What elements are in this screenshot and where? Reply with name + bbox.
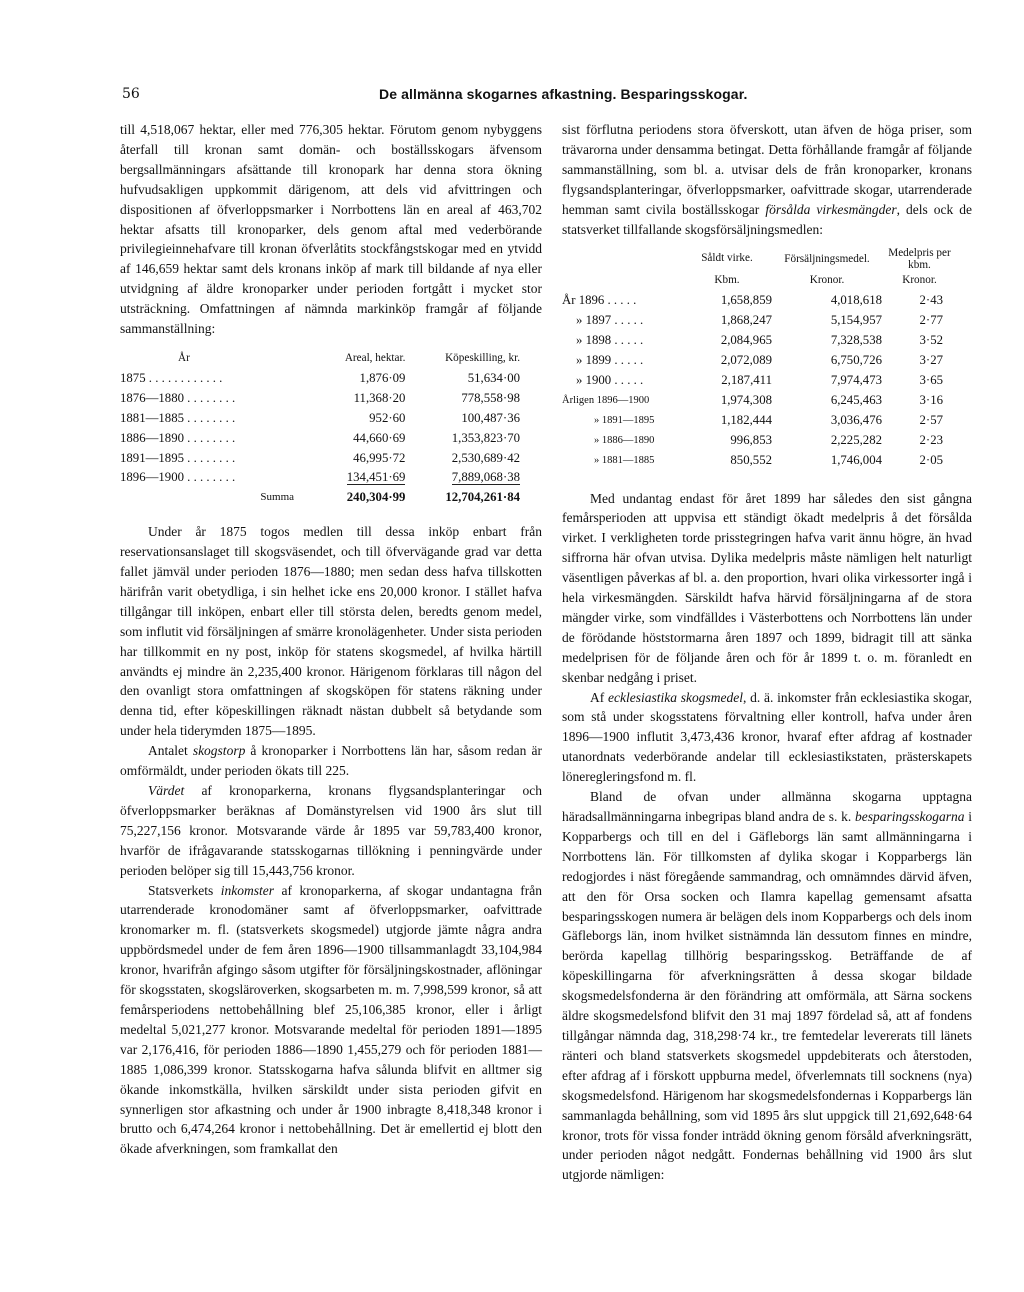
table-row — [120, 449, 520, 469]
table-row — [562, 351, 957, 371]
price-cell: 51,634·00 — [467, 370, 520, 385]
price-cell: 3·27 — [919, 353, 943, 368]
volume-cell: 850,552 — [730, 452, 772, 467]
money-cell: 3,036,476 — [830, 412, 882, 427]
table-sum-row — [120, 488, 520, 508]
row-label: » 1899 . . . . . — [576, 353, 644, 368]
area-cell: 11,368·20 — [353, 390, 406, 405]
area-cell: 46,995·72 — [353, 450, 406, 465]
left-paragraph-3: Antalet skogstorp å kronoparker i Norrbottens län har, såsom redan är omförmäldt, under perioden ökats till 225. — [120, 743, 542, 779]
row-label: » 1891—1895 — [594, 414, 655, 426]
left-paragraph-2: Under år 1875 togos medlen till dessa inköp enbart från reservationsanslaget till skogsväsendet, och till öfvervägande grad var detta fallet jämväl under perioden 1876—1880; men sedan dess hafva tillskotten härifrån varit obetydliga, i sin helhet icke ens 20,000 kronor. I stället hafva tillgångar till inköpen, enbart eller till största delen, beredts genom medel, som influtit vid försäljningen af smärre kronolägenheter. Under sista perioden har tillkommit en ny post, inköp för statens skogsmedel, af hvilka härtill användts ej mindre än 2,235,400 kronor. Härigenom förklaras till någon del den ovanligt stora omfattningen af skogsköpen för statens räkning under denna tid, efter köpeskillingen räknadt nästan dubbelt så betydande som under hela tiderymden 1875—1895. — [120, 524, 542, 739]
table-row — [562, 451, 957, 471]
price-cell: 2·23 — [919, 432, 943, 447]
year-cell: 1875 . . . . . . . . . . . . — [120, 370, 223, 385]
money-cell: 4,018,618 — [830, 293, 882, 308]
volume-cell: 996,853 — [730, 432, 772, 447]
price-cell: 3·65 — [919, 372, 943, 387]
price-cell: 2·57 — [919, 412, 943, 427]
year-cell: 1891—1895 . . . . . . . . — [120, 450, 236, 465]
area-cell: 952·60 — [369, 410, 406, 425]
table-row — [562, 311, 957, 331]
price-cell: 2,530,689·42 — [451, 450, 520, 465]
table-row — [120, 409, 520, 429]
col-header-price: Köpeskilling, kr. — [445, 351, 520, 364]
volume-cell: 1,658,859 — [720, 293, 772, 308]
sum-price: 12,704,261·84 — [445, 490, 520, 505]
table-row — [120, 429, 520, 449]
area-cell: 44,660·69 — [353, 430, 406, 445]
left-column — [120, 120, 542, 1159]
price-cell: 2·43 — [919, 293, 943, 308]
money-cell: 5,154,957 — [830, 313, 882, 328]
col-header-volume: Såldt virke. — [701, 252, 753, 265]
volume-cell: 2,084,965 — [720, 333, 772, 348]
row-label: » 1898 . . . . . — [576, 333, 644, 348]
table-header-row — [562, 247, 957, 271]
area-cell: 134,451·69 — [346, 470, 406, 485]
area-cell: 1,876·09 — [359, 370, 406, 385]
row-label: » 1881—1885 — [594, 454, 655, 466]
unit-money: Kronor. — [809, 274, 845, 287]
money-cell: 2,225,282 — [830, 432, 882, 447]
money-cell: 6,750,726 — [830, 353, 882, 368]
col-header-money: Försäljningsmedel. — [784, 253, 870, 266]
col-header-price: Medelpris per kbm. — [888, 247, 951, 272]
price-cell: 1,353,823·70 — [451, 430, 520, 445]
row-label: » 1900 . . . . . — [576, 372, 644, 387]
unit-price: Kronor. — [902, 274, 937, 287]
col-header-area: Areal, hektar. — [344, 351, 406, 364]
left-paragraph-1: till 4,518,067 hektar, eller med 776,305 hektar. Förutom genom nybyggens återfall till kronan samt domän- och boställsskogars äfvensom bergsallmänningars afsättande till kronopark har denna stora ökning hufvudsakligen uppkommit därigenom, att dels vid afvittringen och dispositionen af öfverloppsmarker i Norrbottens län en areal af 463,702 hektar afsatts till kronoparker, dels genom aftal med vederbörande privilegieinnehafvare till kronan öfverlåtits stockfångstskogar med en ytvidd af 146,659 hektar samt dels kronans inköp af mark till bildande af nya eller utvidgning af äldre kronoparker under perioden fortgått i mycket stor utsträckning. Omfattningen af nämnda markinköp framgår af följande sammanställning: — [120, 122, 542, 337]
price-cell: 100,487·36 — [461, 410, 520, 425]
volume-cell: 1,868,247 — [720, 313, 772, 328]
year-cell: 1876—1880 . . . . . . . . — [120, 390, 236, 405]
table-row — [562, 411, 957, 431]
row-label: » 1886—1890 — [594, 434, 655, 446]
money-cell: 7,328,538 — [830, 333, 882, 348]
year-cell: 1881—1885 . . . . . . . . — [120, 410, 236, 425]
volume-cell: 1,182,444 — [720, 412, 772, 427]
col-header-year: År — [178, 351, 190, 364]
row-label: Årligen 1896—1900 — [562, 394, 650, 406]
table-units-row — [562, 271, 957, 291]
money-cell: 7,974,473 — [830, 372, 882, 387]
price-cell: 778,558·98 — [461, 390, 520, 405]
unit-volume: Kbm. — [714, 274, 740, 287]
left-paragraph-4: Värdet af kronoparkerna, kronans flygsandsplanteringar och öfverloppsmarker beräknas af Domänstyrelsen vid 1900 års slut till 75,227,156 kronor. Motsvarande värde år 1895 var 59,783,400 kronor, hvarför de ifrågavarande statsskogarnas tillökning i penningvärde under perioden belöper sig till 15,443,756 kronor. — [120, 783, 542, 878]
table-header-row — [120, 349, 520, 369]
page-header — [119, 86, 914, 108]
table-row — [120, 369, 520, 389]
timber-sales-table — [562, 247, 957, 470]
sum-label: Summa — [260, 491, 295, 504]
price-cell: 3·16 — [919, 392, 943, 407]
price-cell: 2·05 — [919, 452, 943, 467]
year-cell: 1886—1890 . . . . . . . . — [120, 430, 236, 445]
table-row — [120, 389, 520, 409]
right-paragraph-1: sist förflutna periodens stora öfverskott, utan äfven de höga priser, som trävarorna under densamma betingat. Detta förhållande framgår af följande sammanställning, som bl. a. utvisar dels de från kronoparker, kronans flygsandsplanteringar, öfverloppsmarker, oafvittrade skogar, utarrenderade hemman samt civila boställsskogar försålda virkesmängder, dels ock de statsverket tillfallande skogsförsäljningsmedlen: — [562, 122, 972, 237]
sum-area: 240,304·99 — [346, 490, 406, 505]
table-row — [562, 331, 957, 351]
volume-cell: 2,072,089 — [720, 353, 772, 368]
right-paragraph-3: Af ecklesiastika skogsmedel, d. ä. inkomster från ecklesiastika skogar, som stå under skogsstatens förvaltning eller kontroll, hafva under åren 1896—1900 influtit 3,473,436 kronor, hvaraf efter afdrag af kostnader utanordnats vederbörande andelar till ecklesiastikstaten, prästerskapets löneregleringsfond m. fl. — [562, 689, 973, 785]
row-label: » 1897 . . . . . — [576, 313, 644, 328]
right-paragraph-2: Med undantag endast för året 1899 har således den sist gångna femårsperioden att uppvisa ett ständigt ökadt medelpris å det försålda virket. I verkligheten torde prisstegringen hafva varit ännu högre, än hvad siffrorna här ofvan utvisa. Dylika medelpris måste nämligen helt naturligt väsentligen påverkas af bl. a. den proportion, hvari olika virkessorter ingå i hela virkesmängden. Särskildt hafva härvid försäljningarna af de stora mängder virke, som vindfälldes i Västerbottens och Norrbottens län under de förödande höststormarna åren 1897 och 1899, bidragit till att sänka medelprisen för de följande åren och för år 1899 t. o. m. föranledt en skenbar nedgång i priset. — [562, 490, 972, 685]
right-column — [562, 120, 972, 1185]
table-row — [120, 468, 520, 488]
table-row — [562, 371, 957, 391]
price-cell: 7,889,068·38 — [451, 470, 520, 485]
price-cell: 2·77 — [919, 313, 943, 328]
year-cell: 1896—1900 . . . . . . . . — [120, 470, 236, 485]
money-cell: 1,746,004 — [830, 452, 882, 467]
table-row — [562, 391, 957, 411]
table-row — [562, 431, 957, 451]
land-purchase-table — [120, 349, 520, 508]
money-cell: 6,245,463 — [830, 392, 882, 407]
price-cell: 3·52 — [919, 333, 943, 348]
volume-cell: 1,974,308 — [720, 392, 772, 407]
page-number: 56 — [122, 86, 140, 102]
right-paragraph-4: Bland de ofvan under allmänna skogarna upptagna häradsallmänningarna inbegripas bland andra de s. k. besparingsskogarna i Kopparbergs och till en del i Gäfleborgs län samt allmänningarna i Norrbottens län. För tillkomsten af dylika skogar i Kopparbergs län redogjordes i näst föregående sammandrag, och omnämndes därvid äfven, att den för Orsa socken och Ilamra kapellag gemensamt afsatta besparingsskogen numera är belägen dels inom Kopparbergs och dels inom Gäfleborgs län, inom hvilket sistnämnda län dessutom finnes en mindre, berörda kapellag tillhörig besparingsskog. Beträffande de af köpeskillingarna för afverkningsrätten å dessa skogar bildade skogsmedelsfonderna är den förändring att omförmäla, att Särna sockens äldre skogsmedelsfond blifvit den 31 maj 1897 fördelad så, att af fondens tillgångar nämnda dag, 318,298·74 kr., tre femtedelar levererats till länets ränteri och bland statsverkets skogsmedel uppdebiterats och återstoden, efter afdrag af i förskott uppburna medel, öfverlemnats till socknens (nya) skogsmedelsfond. Härigenom har skogsmedelsfondernas i Kopparbergs län sammanlagda behållning, som vid 1895 års slut uppgick till 21,692,648·64 kronor, trots för vissa fonder inträdd ökning genom försåld afverkningsrätt, under perioden något nedgått. Fondernas behållning vid 1900 års slut utgjorde nämligen: — [562, 789, 972, 1183]
table-row — [562, 291, 957, 311]
row-label: År 1896 . . . . . — [562, 293, 637, 308]
volume-cell: 2,187,411 — [721, 372, 772, 387]
left-paragraph-5: Statsverkets inkomster af kronoparkerna, af skogar undantagna från utarrenderade kronodomäner samt af öfverloppsmarker, oafvittrade kronomarker m. fl. (statsverkets skogsmedel) utgjorde jämte några andra uppbördsmedel under de fem åren 1896—1900 tillsammanlagdt 33,104,984 kronor, hvarifrån afgingo såsom utgifter för försäljningskostnader, aflöningar för skogsstaten, skogsläroverken, skogsarbeten m. m. 7,998,599 kronor, så att femårsperiodens nettobehållning blef 25,106,385 kronor, eller i årligt medeltal 5,021,277 kronor. Motsvarande medeltal för perioden 1891—1895 var 2,176,416, för perioden 1886—1890 1,455,279 och för perioden 1881—1885 1,086,399 kronor. Statsskogarna hafva sålunda blifvit en alltmer sig ökande inkomstkälla, hvilken särskildt under sista perioden gifvit en synnerligen stor afkastning och under år 1900 inbragte 8,418,348 kronor i brutto och 6,474,264 kronor i nettobehållning. Det är emellertid ej blott den ökade afverkningen, som framkallat den — [120, 882, 543, 1157]
running-title: De allmänna skogarnes afkastning. Besparingsskogar. — [379, 86, 748, 102]
